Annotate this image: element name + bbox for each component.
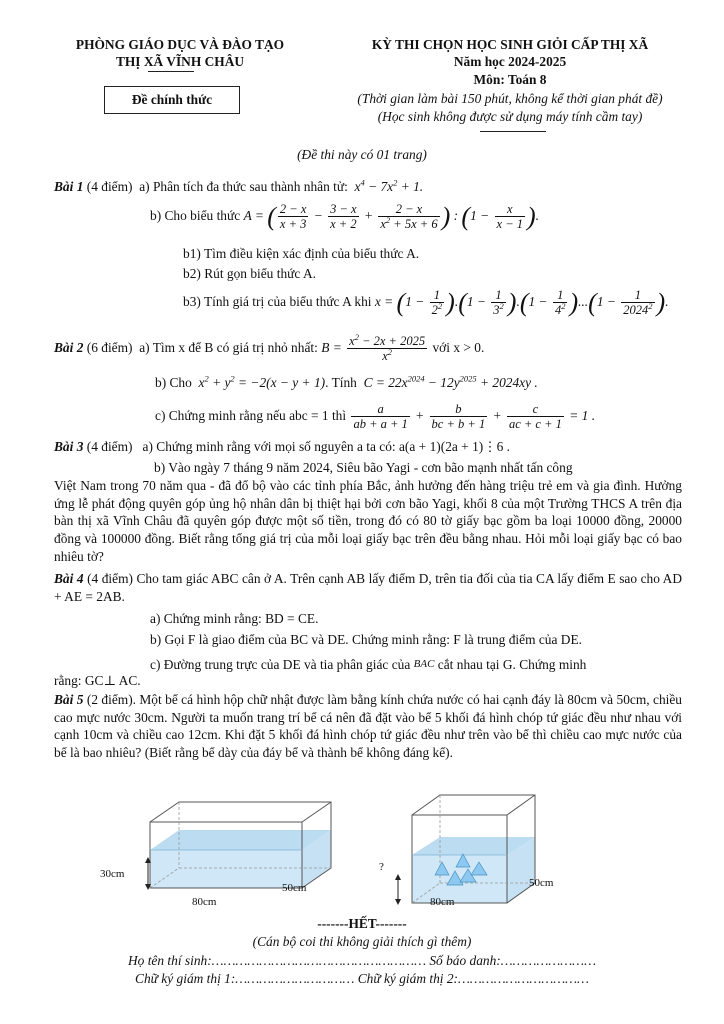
- bai5-title: Bài 5: [54, 692, 84, 707]
- official-exam-box: Đề chính thức: [104, 86, 240, 114]
- bai3-title: Bài 3: [54, 439, 84, 454]
- bai2-points: (6 điểm): [86, 339, 133, 355]
- time-allowed: (Thời gian làm bài 150 phút, không kể thời gian phát đề): [357, 91, 663, 106]
- exam-title: KỲ THI CHỌN HỌC SINH GIỎI CẤP THỊ XÃ: [371, 37, 649, 52]
- bai2-a: a) Tìm x để B có giá trị nhỏ nhất:: [139, 339, 318, 355]
- left-height-label: 30cm: [100, 868, 125, 880]
- bai4-c-end: rằng: GC⊥ AC.: [54, 673, 141, 688]
- bai2-c: c) Chứng minh rằng nếu abc = 1 thì: [155, 407, 347, 423]
- aquarium-figures: [90, 790, 650, 915]
- bai1-line-b: [150, 202, 539, 232]
- bai2-c-identity: $\frac{a}{ab + a + 1}$ + $\frac{b}{bc + b + 1}$ + $\frac{c}{ac + c + 1}$ = 1 .: [353, 402, 596, 432]
- right-height-label: ?: [379, 861, 384, 873]
- bai2-line-b: [155, 374, 538, 392]
- bai2-line-a: [54, 331, 485, 364]
- right-depth-label: 50cm: [529, 877, 554, 889]
- subject: Môn: Toán 8: [473, 72, 547, 87]
- bai2-b-condition: $x^2 + y^2 = -2(x - y + 1)$: [195, 373, 326, 390]
- school-year: Năm học 2024-2025: [453, 54, 567, 69]
- bai3-a: a) Chứng minh rằng với mọi số nguyên a ta có: a(a + 1)(2a + 1)⋮6 .: [142, 439, 511, 454]
- left-water-top: [150, 830, 331, 850]
- header-underline-right: [480, 131, 546, 132]
- bai4-line-c: [150, 656, 586, 674]
- end-marker: -------HẾT-------: [317, 916, 407, 931]
- bai5-text: (2 điểm). Một bể cá hình hộp chữ nhật được làm bằng kính chứa nước có hai cạnh đáy là 80cm và 50cm, chiều cao mực nước 30cm. Người ta muốn trang trí bể cá nên đã đặt vào bể 5 khối đá hình chóp tứ giác đều như nhau với cạnh 10cm và chiều cao 12cm. Khi đặt 5 khối đá hình chóp tứ giác đều như trên vào bể thì chiều cao mực nước của bể là bao nhiêu? (Biết rằng bể dày của đáy bể và thành bể không đáng kể).: [54, 692, 682, 761]
- bai1-b2: b2) Rút gọn biểu thức A.: [183, 266, 316, 281]
- bai2-b: b) Cho: [155, 375, 192, 390]
- right-tank: [395, 795, 535, 905]
- bai5-block: [54, 691, 682, 762]
- bai1-line-a: [54, 178, 423, 196]
- bai1-a-polynomial: $x^4 - 7x^2 + 1$.: [351, 177, 424, 194]
- bai4-intro-block: [54, 570, 682, 605]
- bai1-a: a) Phân tích đa thức sau thành nhân tử:: [139, 179, 348, 194]
- bai2-line-c: [155, 402, 595, 432]
- bai3-b-first: b) Vào ngày 7 tháng 9 năm 2024, Siêu bão Yagi - cơn bão mạnh nhất tấn công: [154, 460, 573, 475]
- bai1-title: Bài 1: [54, 179, 84, 194]
- right-length-label: 80cm: [430, 896, 455, 908]
- header-underline-left: [148, 71, 194, 72]
- candidate-info-line: Họ tên thí sinh:……………………………………………… Số báo danh:……………………: [127, 953, 596, 968]
- department-name: PHÒNG GIÁO DỤC VÀ ĐÀO TẠO: [75, 37, 285, 52]
- bai3-points: (4 điểm): [86, 439, 133, 454]
- bai1-points: (4 điểm): [86, 179, 133, 194]
- bai4-intro: (4 điểm) Cho tam giác ABC cân ở A. Trên cạnh AB lấy điểm D, trên tia đối của tia CA lấy điểm E sao cho AD + AE = 2AB.: [54, 571, 683, 604]
- bai2-expression-B: B = $\frac{x^2 - 2x + 2025}{x^2}$: [321, 331, 426, 364]
- bai2-a-condition: với x > 0.: [432, 339, 485, 355]
- bai4-b: b) Gọi F là giao điểm của BC và DE. Chứng minh rằng: F là trung điểm của DE.: [150, 632, 582, 647]
- left-depth-label: 50cm: [282, 882, 307, 894]
- calculator-note: (Học sinh không được sử dụng máy tính cầm tay): [377, 109, 643, 124]
- bai3-line-a: [54, 438, 510, 456]
- bai4-title: Bài 4: [54, 571, 84, 586]
- bai4-a: a) Chứng minh rằng: BD = CE.: [150, 611, 319, 626]
- bai4-c-angle: BAC: [413, 658, 435, 670]
- bai4-c-post: cắt nhau tại G. Chứng minh: [437, 657, 587, 672]
- proctor-note: (Cán bộ coi thi không giải thích gì thêm): [252, 934, 472, 949]
- bai1-b: b) Cho biểu thức: [150, 207, 241, 223]
- bai1-line-b3: [183, 288, 669, 318]
- page-note: (Đề thi này có 01 trang): [297, 147, 427, 162]
- bai1-expression-A: A = ( $\frac{2 - x}{x + 3}$ − $\frac{3 - x}{x + 2}$ + $\frac{2 - x}{x^2 + 5x + 6}$ ) : (1 − $\frac{x}{x - 1}$ ).: [243, 201, 540, 232]
- bai1-product-x: x = (1 − $\frac{1}{2^2}$ ).(1 − $\frac{1}{3^2}$ ).(1 − $\frac{1}{4^2}$ )...(1 − $\frac{1}{2024^2}$ ).: [374, 287, 669, 318]
- town-name: THỊ XÃ VĨNH CHÂU: [115, 54, 245, 69]
- left-water-front: [150, 850, 302, 888]
- bai4-c-pre: c) Đường trung trực của DE và tia phân giác của: [150, 657, 411, 672]
- proctor-signatures-line: Chữ ký giám thị 1:………………………… Chữ ký giám thị 2:……………………………: [135, 971, 589, 986]
- bai2-expression-C: $C = 22x^{2024} - 12y^{2025} + 2024xy$ .: [360, 373, 538, 390]
- bai2-b-tinh: . Tính: [325, 375, 357, 390]
- bai1-b3: b3) Tính giá trị của biểu thức A khi: [183, 293, 372, 309]
- left-length-label: 80cm: [192, 896, 217, 908]
- bai1-b1: b1) Tìm điều kiện xác định của biểu thức A.: [183, 246, 420, 261]
- bai3-b-rest: Việt Nam trong 70 năm qua - đã đổ bộ vào các tỉnh phía Bắc, ảnh hưởng đến hàng triệu trẻ em và gia đình. Hưởng ứng lễ phát động quyên góp ủng hộ nhân dân bị thiệt hại bởi cơn bão Yagi, khối 8 của một Trường THCS A trên địa bàn thị xã Vĩnh Châu đã quyên góp được một số tiền, trong đó có 80 tờ giấy bạc gồm ba loại 10000 đồng, 20000 đồng và 100000 đồng. Biết rằng tổng giá trị của mỗi loại giấy bạc trên đều bằng nhau. Hỏi mỗi loại giấy bạc có bao nhiêu tờ?: [54, 478, 682, 564]
- bai2-title: Bài 2: [54, 339, 84, 355]
- left-tank: [145, 802, 331, 890]
